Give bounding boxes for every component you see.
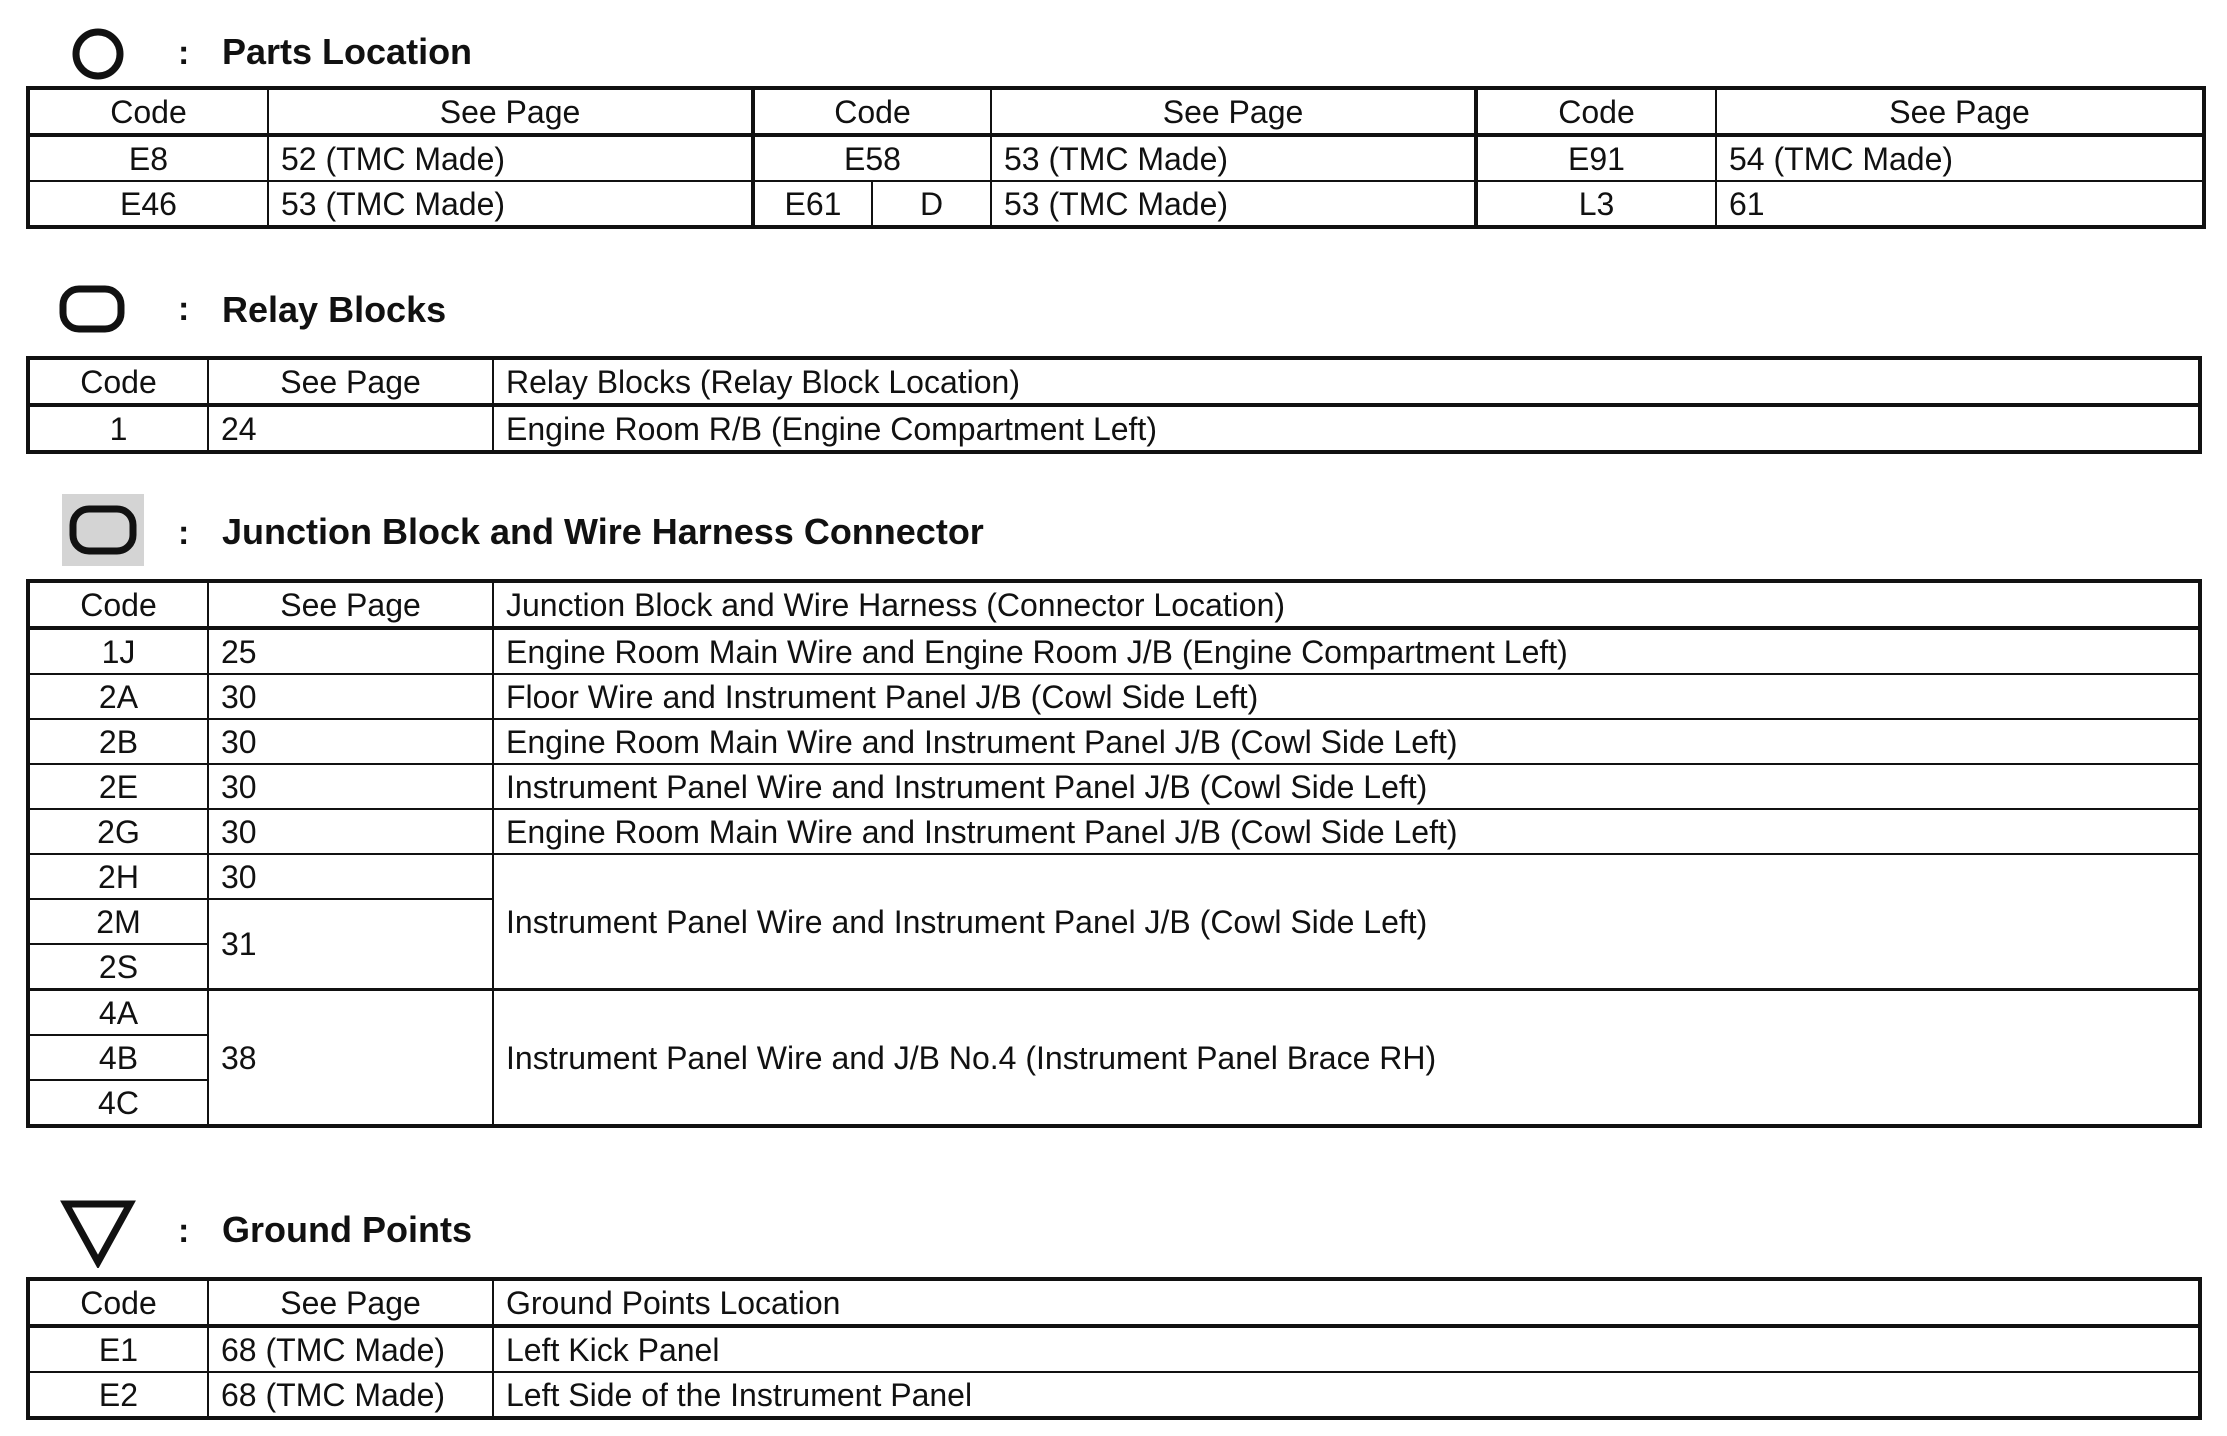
code-sub-cell: D: [872, 181, 991, 227]
ground-points-heading: [0, 1188, 2227, 1268]
header-code: Code: [28, 358, 208, 405]
location-cell: Engine Room Main Wire and Engine Room J/B (Engine Compartment Left): [493, 628, 2200, 674]
section-colon: :: [178, 514, 190, 552]
code-cell: 1J: [28, 628, 208, 674]
page-cell: 25: [208, 628, 493, 674]
location-cell: Left Side of the Instrument Panel: [493, 1372, 2200, 1418]
page-cell: 68 (TMC Made): [208, 1326, 493, 1372]
code-cell: 2B: [28, 719, 208, 764]
page-cell: 38: [208, 990, 493, 1127]
table-header-row: [28, 1279, 2200, 1326]
page-cell: 53 (TMC Made): [991, 135, 1476, 181]
header-see-page: See Page: [268, 88, 753, 135]
page-cell: 30: [208, 854, 493, 899]
header-code: Code: [753, 88, 991, 135]
header-code: Code: [1476, 88, 1716, 135]
section-colon: :: [178, 34, 190, 72]
header-see-page: See Page: [208, 358, 493, 405]
code-cell: 1: [28, 405, 208, 452]
junction-block-heading: [0, 492, 2227, 572]
header-location: Ground Points Location: [493, 1279, 2200, 1326]
rounded-rectangle-icon: [58, 284, 126, 334]
table-row: [28, 1372, 2200, 1418]
code-cell: E46: [28, 181, 268, 227]
code-cell: E1: [28, 1326, 208, 1372]
page-cell: 54 (TMC Made): [1716, 135, 2204, 181]
code-cell: E8: [28, 135, 268, 181]
table-header-row: [28, 358, 2200, 405]
page-cell: 24: [208, 405, 493, 452]
junction-block-table: [26, 579, 2202, 1128]
parts-location-table: [26, 86, 2206, 229]
ground-points-table: [26, 1277, 2202, 1420]
code-cell: 4B: [28, 1035, 208, 1080]
page-cell: 61: [1716, 181, 2204, 227]
header-location: Junction Block and Wire Harness (Connector Location): [493, 581, 2200, 628]
header-location: Relay Blocks (Relay Block Location): [493, 358, 2200, 405]
location-cell: Floor Wire and Instrument Panel J/B (Cowl Side Left): [493, 674, 2200, 719]
relay-blocks-table: [26, 356, 2202, 454]
relay-blocks-heading: [0, 268, 2227, 348]
code-cell: 4A: [28, 990, 208, 1036]
shaded-rounded-rectangle-icon: [68, 504, 138, 556]
section-title: Ground Points: [222, 1209, 472, 1250]
code-cell: 4C: [28, 1080, 208, 1126]
page-cell: 30: [208, 719, 493, 764]
location-cell: Instrument Panel Wire and Instrument Panel J/B (Cowl Side Left): [493, 764, 2200, 809]
page-cell: 30: [208, 809, 493, 854]
page-cell: 30: [208, 764, 493, 809]
header-code: Code: [28, 581, 208, 628]
table-row: [28, 628, 2200, 674]
table-row: [28, 674, 2200, 719]
code-cell: 2A: [28, 674, 208, 719]
table-row: [28, 809, 2200, 854]
code-cell: E91: [1476, 135, 1716, 181]
location-cell: Instrument Panel Wire and Instrument Panel J/B (Cowl Side Left): [493, 854, 2200, 990]
location-cell: Instrument Panel Wire and J/B No.4 (Instrument Panel Brace RH): [493, 990, 2200, 1127]
header-see-page: See Page: [208, 1279, 493, 1326]
code-cell: 2S: [28, 944, 208, 990]
triangle-down-icon: [60, 1198, 136, 1268]
table-row: [28, 135, 2204, 181]
page-cell: 31: [208, 899, 493, 990]
code-cell: 2H: [28, 854, 208, 899]
header-code: Code: [28, 88, 268, 135]
code-cell: E61: [753, 181, 872, 227]
table-row: [28, 990, 2200, 1036]
table-row: [28, 854, 2200, 899]
location-cell: Engine Room Main Wire and Instrument Panel J/B (Cowl Side Left): [493, 719, 2200, 764]
code-cell: E58: [753, 135, 991, 181]
table-row: [28, 1326, 2200, 1372]
code-cell: E2: [28, 1372, 208, 1418]
page-cell: 52 (TMC Made): [268, 135, 753, 181]
code-cell: 2M: [28, 899, 208, 944]
header-see-page: See Page: [1716, 88, 2204, 135]
code-cell: 2E: [28, 764, 208, 809]
section-title: Parts Location: [222, 31, 473, 72]
circle-icon: [70, 26, 126, 82]
location-cell: Left Kick Panel: [493, 1326, 2200, 1372]
table-row: [28, 181, 2204, 227]
table-row: [28, 764, 2200, 809]
page-cell: 53 (TMC Made): [268, 181, 753, 227]
page-cell: 30: [208, 674, 493, 719]
section-colon: :: [178, 1212, 190, 1250]
section-title: Relay Blocks: [222, 289, 447, 330]
page-cell: 53 (TMC Made): [991, 181, 1476, 227]
table-header-row: [28, 88, 2204, 135]
table-row: [28, 405, 2200, 452]
table-header-row: [28, 581, 2200, 628]
table-row: [28, 719, 2200, 764]
section-title: Junction Block and Wire Harness Connector: [222, 511, 984, 552]
header-code: Code: [28, 1279, 208, 1326]
location-cell: Engine Room Main Wire and Instrument Panel J/B (Cowl Side Left): [493, 809, 2200, 854]
header-see-page: See Page: [991, 88, 1476, 135]
section-colon: :: [178, 290, 190, 328]
parts-location-heading: [0, 8, 2227, 88]
header-see-page: See Page: [208, 581, 493, 628]
code-cell: L3: [1476, 181, 1716, 227]
location-cell: Engine Room R/B (Engine Compartment Left): [493, 405, 2200, 452]
page-cell: 68 (TMC Made): [208, 1372, 493, 1418]
code-cell: 2G: [28, 809, 208, 854]
